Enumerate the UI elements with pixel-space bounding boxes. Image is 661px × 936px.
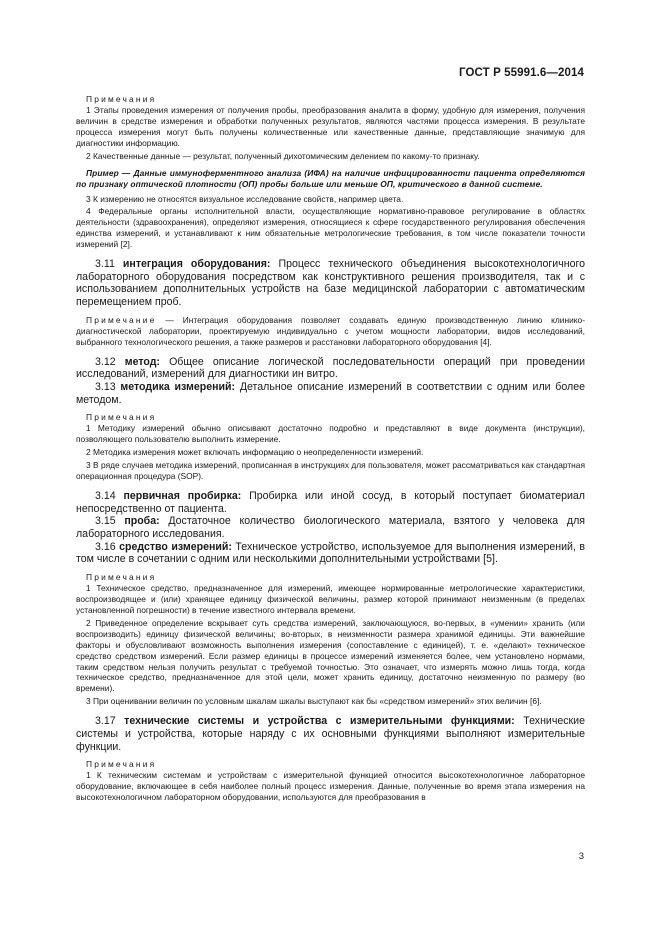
term-name: проба: <box>124 515 160 528</box>
term-number: 3.17 <box>95 715 116 728</box>
note-text: — Интеграция оборудования позволяет создавать единую производственную линию клинико-диагностической лаборатории, проектируемую индивидуально с учетом мощности лаборатории, видов исследований, выбранного технологического решения, а также размеров и расстановки лабораторного оборудования [4]. <box>76 314 585 347</box>
term-number: 3.16 <box>95 540 116 553</box>
term-definition <box>76 715 585 753</box>
term-definition <box>76 258 585 309</box>
term-text: Достаточное количество биологического материала, взятого у человека для лабораторного исследования. <box>76 515 585 541</box>
example-paragraph: Пример — Данные иммуноферментного анализа (ИФА) на наличие инфицированности пациента определяются по признаку оптической плотности (ОП) пробы больше или меньше ОП, критического в данной системе. <box>76 167 585 189</box>
term-number: 3.11 <box>95 258 115 271</box>
notes-heading: Примечания <box>86 572 157 583</box>
term-text: Технические системы и устройства, которые наряду с их основными функциями выполняют измерительные функции. <box>76 715 585 753</box>
term-definition <box>76 515 585 540</box>
term-text: Общее описание логической последовательности операций при проведении исследований, измерений для диагностики ин витро. <box>76 355 585 381</box>
term-number: 3.14 <box>95 489 116 502</box>
note-inline-paragraph <box>76 315 585 348</box>
term-number: 3.12 <box>95 355 116 368</box>
notes-heading: Примечания <box>86 412 157 423</box>
term-definition <box>76 490 585 515</box>
notes-heading: Примечания <box>86 94 157 104</box>
term-name: средство измерений: <box>119 540 232 553</box>
term-number: 3.13 <box>95 381 116 393</box>
term-name: методика измерений: <box>120 381 236 393</box>
term-definition <box>76 381 585 406</box>
note-paragraph: 3 К измерению не относятся визуальное исследование свойств, например цвета. <box>86 193 404 204</box>
term-name: первичная пробирка: <box>123 489 242 502</box>
document-body <box>76 94 585 805</box>
note-paragraph: 1 К техническим системам и устройствам с измерительной функцией относится высокотехнологичное лабораторное оборудование, включающее в себя наиболее полный процесс измерения. Данные, полученные во время этапа измерения на высокотехнологичном лабораторном оборудовании, используются для преобразования в <box>76 770 585 803</box>
term-number: 3.15 <box>95 515 116 528</box>
note-paragraph: 2 Приведенное определение вскрывает суть средства измерений, заключающуюся, во-первых, в «умении» хранить (или воспроизводить) единицу физической величины; во-вторых, в неизменности размера хранимой единицы. Эти важнейшие факторы и обусловливают возможность выполнения измерения (сопоставление с единицей), т. е. «делают» техническое средство средством измерений. Если размер единицы в процессе измерений изменяется более, чем установлено нормами, таким средством нельзя получить результат с требуемой точностью. Это означает, что измерять можно лишь тогда, когда техническое средство, предназначенное для этой цели, может хранить единицу, достаточно неизменную по размеру (во времени). <box>76 617 585 694</box>
term-definition <box>76 356 585 381</box>
page-number: 3 <box>578 851 584 862</box>
term-text: Техническое устройство, используемое для выполнения измерений, в том числе в сочетании с одним или несколькими дополнительными устройствами [5]. <box>76 540 585 566</box>
note-paragraph: 1 Техническое средство, предназначенное для измерений, имеющее нормированные метрологические характеристики, воспроизводящее и (или) хранящее единицу физической величины, размер которой принимают неизменным (в пределах установленной погрешности) в течение известного интервала времени. <box>76 583 585 615</box>
term-name: метод: <box>124 355 160 368</box>
term-name: интеграция оборудования: <box>122 258 271 271</box>
note-paragraph: 2 Качественные данные — результат, полученный дихотомическим делением по какому-то признаку. <box>86 150 480 161</box>
note-paragraph: 1 Методику измерений обычно описывают достаточно подробно и представляют в виде документа (инструкции), позволяющего пользователю выполнить измерение. <box>76 423 585 445</box>
note-paragraph: 4 Федеральные органы исполнительной власти, осуществляющие нормативно-правовое регулирование в областях деятельности (здравоохранения), определяют измерения, относящиеся к сфере государственного регулирования обеспечения единства измерений, и устанавливают к ним обязательные метрологические требования, в том числе показатели точности измерений [2]. <box>76 206 585 250</box>
note-paragraph: 3 При оценивании величин по условным шкалам шкалы выступают как бы «средством измерений» этих величин [6]. <box>86 696 542 707</box>
term-name: технические системы и устройства с измерительными функциями: <box>124 715 515 728</box>
term-text: Пробирка или иной сосуд, в который поступает биоматериал непосредственно от пациента. <box>76 489 585 515</box>
document-header: ГОСТ Р 55991.6—2014 <box>459 67 584 79</box>
note-paragraph: 1 Этапы проведения измерения от получения пробы, преобразования аналита в форму, удобную для измерения, получения величин в средстве измерения и обработки полученных результатов, являются частями процесса измерения. В результате процесса измерения могут быть получены количественные или качественные данные, представляющие значимую для диагностики информацию. <box>76 105 585 148</box>
term-text: Детальное описание измерений в соответствии с одним или более методом. <box>76 381 585 406</box>
notes-heading: Примечания <box>86 759 157 770</box>
note-label: Примечание <box>86 314 157 325</box>
note-paragraph: 2 Методика измерения может включать информацию о неопределенности измерений. <box>86 447 424 458</box>
term-text: Процесс технического объединения высокотехнологичного лабораторного оборудования посредством как конструктивного решения производителя, так и с использованием дополнительных устройств на базе медицинской лаборатории с автоматическим перемещением проб. <box>76 258 585 309</box>
term-definition <box>76 541 585 566</box>
note-paragraph: 3 В ряде случаев методика измерений, прописанная в инструкциях для пользователя, может рассматриваться как стандартная операционная процедура (SOP). <box>76 460 585 482</box>
